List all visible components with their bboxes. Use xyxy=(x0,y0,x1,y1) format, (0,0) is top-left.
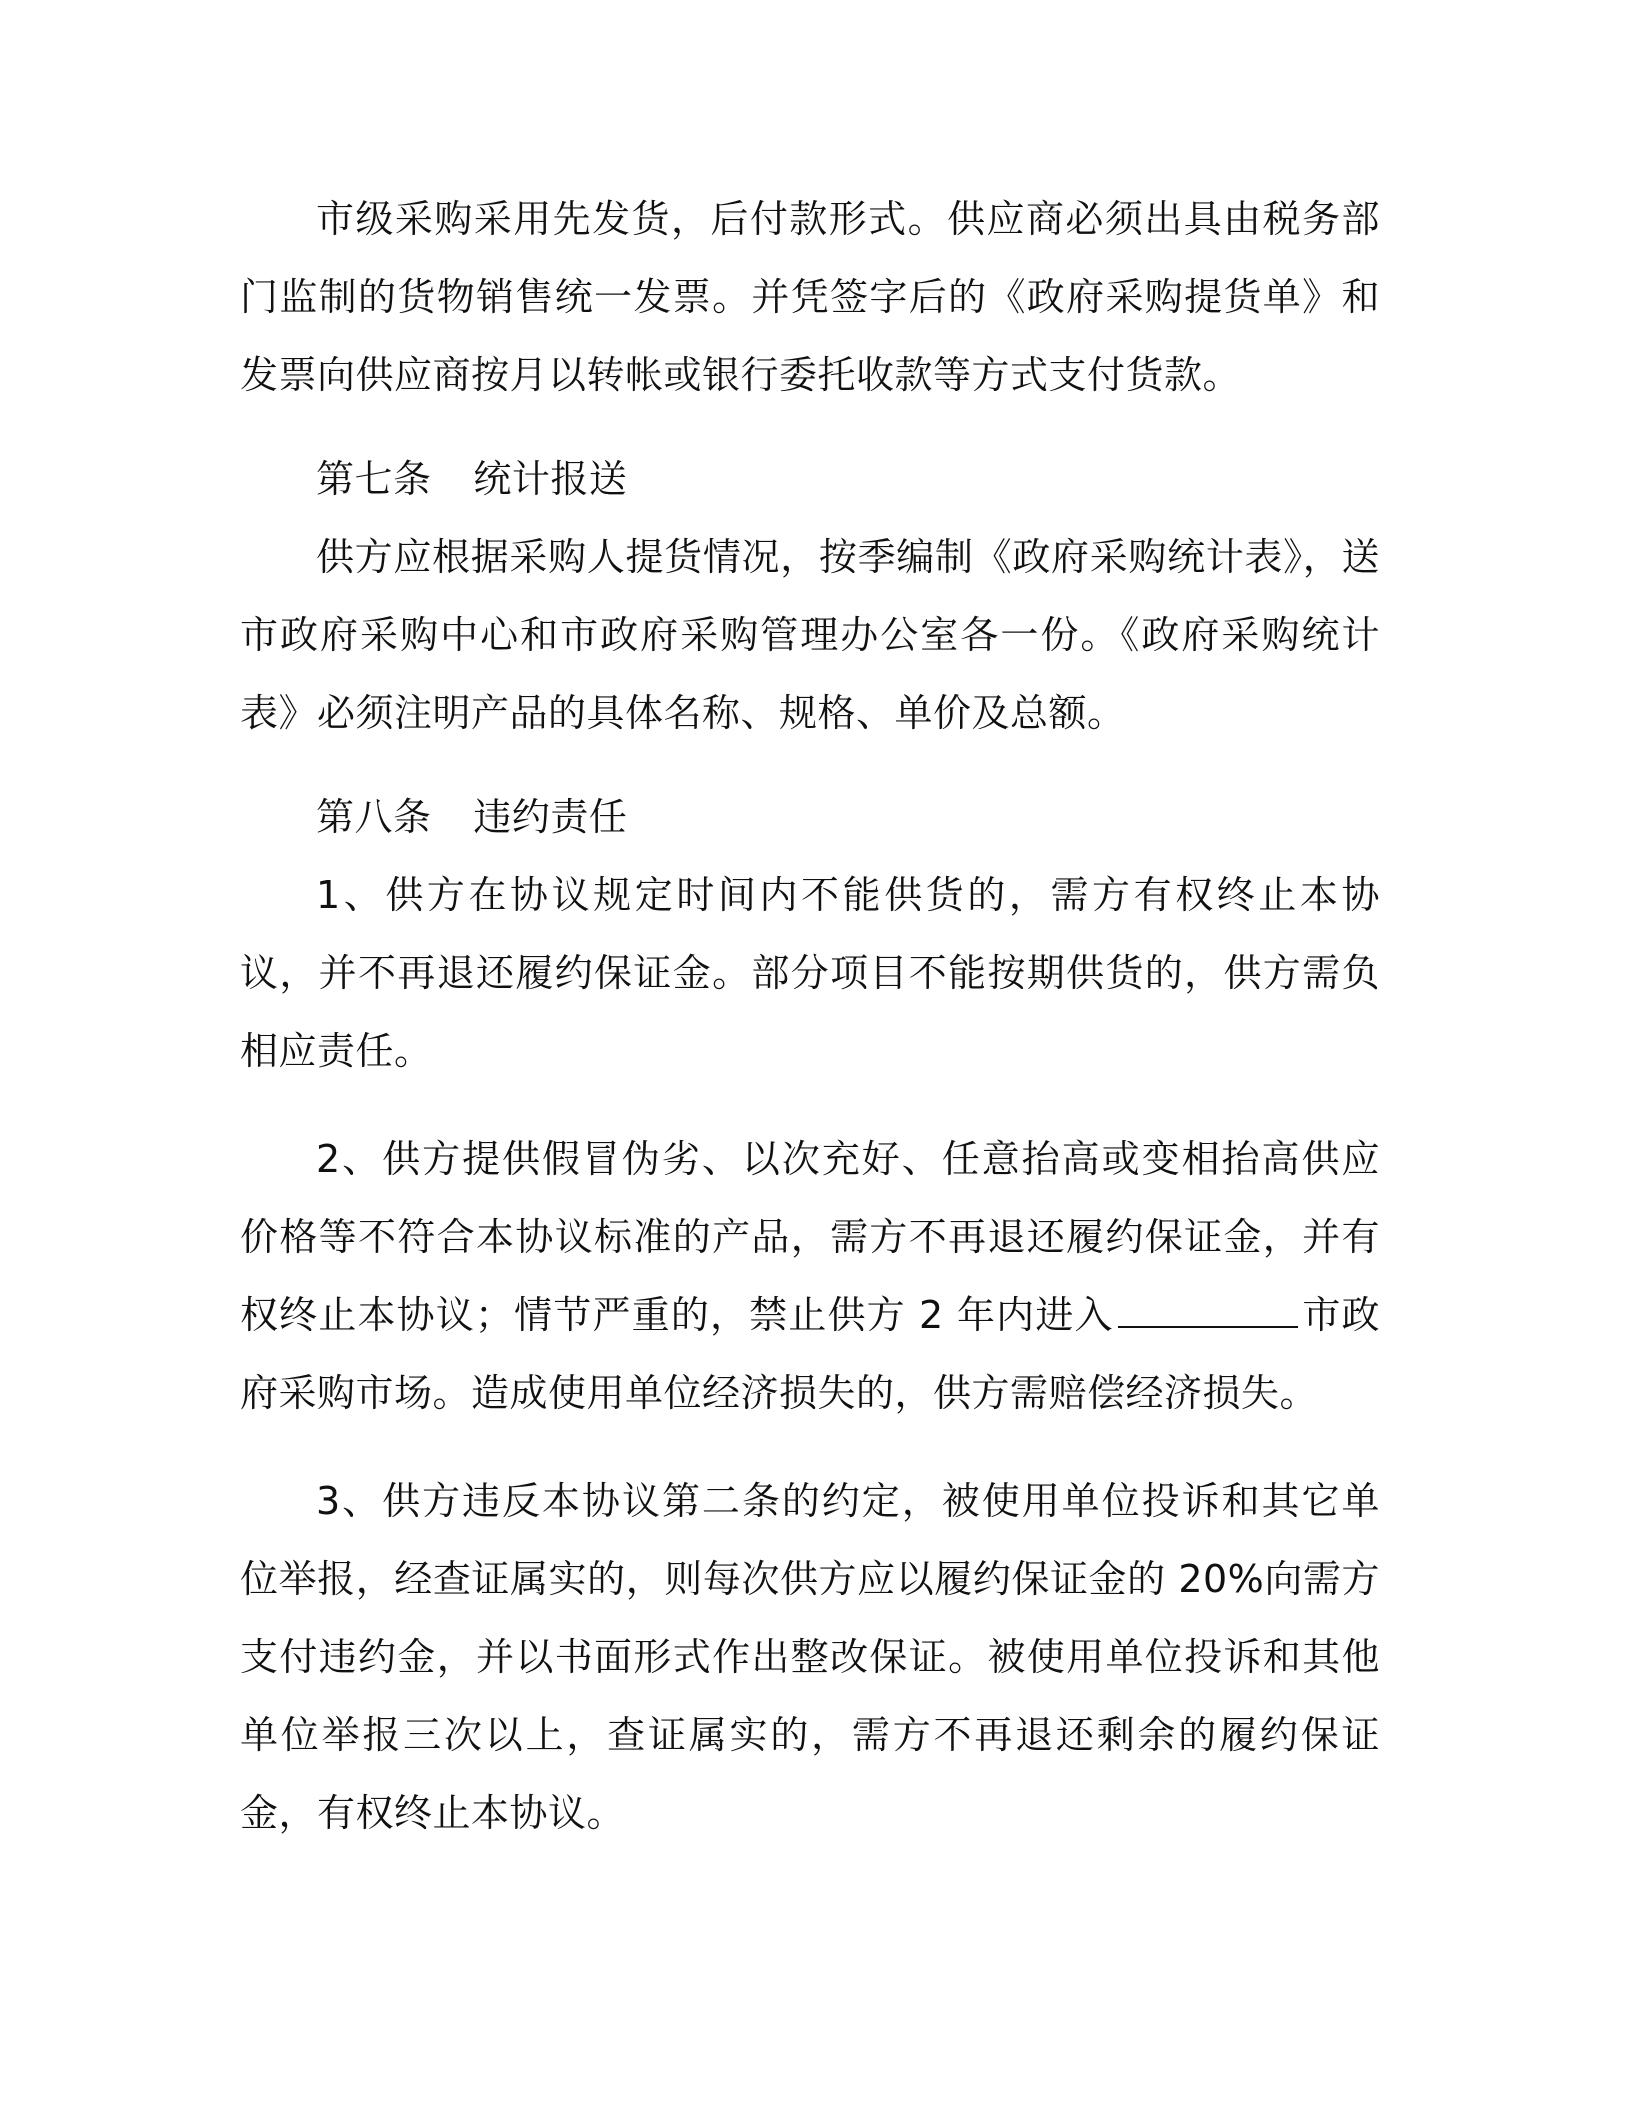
document-page xyxy=(240,180,1380,1852)
fill-in-blank xyxy=(1118,1296,1298,1328)
article-8-number: 第八条 xyxy=(316,795,432,839)
clause-2 xyxy=(240,1120,1380,1432)
article-8-title: 违约责任 xyxy=(473,795,628,839)
article-7-heading xyxy=(240,440,1380,518)
paragraph-statistics: 供方应根据采购人提货情况，按季编制《政府采购统计表》，送市政府采购中心和市政府采购管理办公室各一份。《政府采购统计表》必须注明产品的具体名称、规格、单价及总额。 xyxy=(240,535,1380,735)
article-7-number: 第七条 xyxy=(316,457,432,501)
article-7-title: 统计报送 xyxy=(473,457,628,501)
clause-1: 1、供方在协议规定时间内不能供货的，需方有权终止本协议，并不再退还履约保证金。部分项目不能按期供货的，供方需负相应责任。 xyxy=(240,873,1380,1073)
clause-2-part-b: 市政府采购市场。造成使用单位经济损失的，供方需赔偿经济损失。 xyxy=(240,1293,1380,1415)
paragraph-payment: 市级采购采用先发货，后付款形式。供应商必须出具由税务部门监制的货物销售统一发票。并凭签字后的《政府采购提货单》和发票向供应商按月以转帐或银行委托收款等方式支付货款。 xyxy=(240,197,1380,397)
clause-2-part-a: 2、供方提供假冒伪劣、以次充好、任意抬高或变相抬高供应价格等不符合本协议标准的产品，需方不再退还履约保证金，并有权终止本协议；情节严重的，禁止供方 2 年内进入 xyxy=(240,1137,1380,1337)
article-8-heading xyxy=(240,778,1380,856)
clause-3: 3、供方违反本协议第二条的约定，被使用单位投诉和其它单位举报，经查证属实的，则每次供方应以履约保证金的 20%向需方支付违约金，并以书面形式作出整改保证。被使用单位投诉和其他单位举报三次以上，查证属实的，需方不再退还剩余的履约保证金，有权终止本协议。 xyxy=(240,1479,1380,1835)
